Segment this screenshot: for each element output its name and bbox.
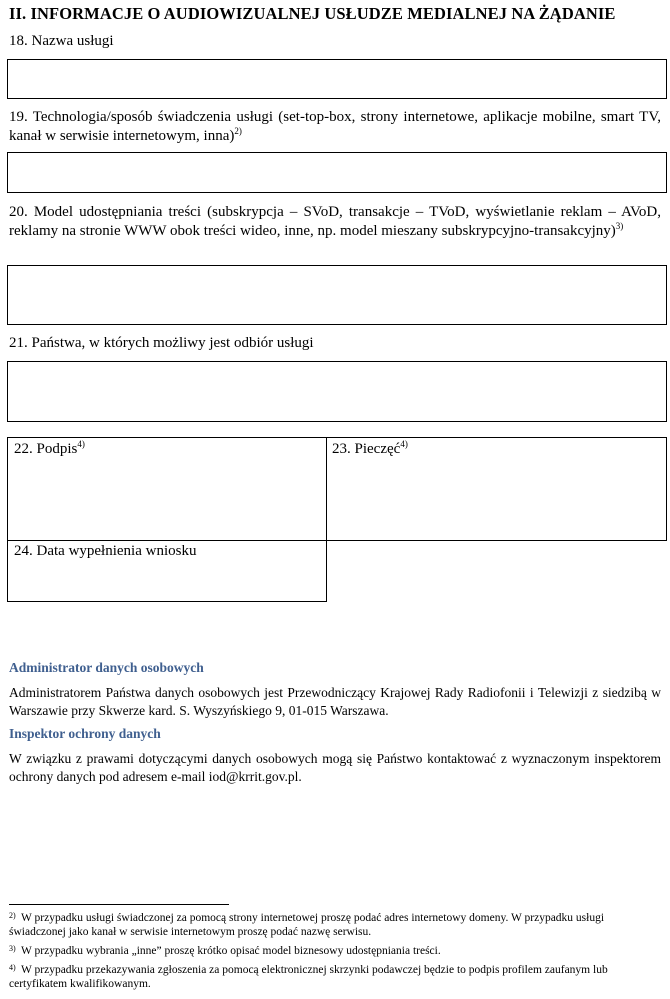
- field-21-input[interactable]: [7, 361, 667, 422]
- field-19-input[interactable]: [7, 152, 667, 193]
- date-label: 24. Data wypełnienia wniosku: [14, 543, 197, 559]
- footnote-ref-3: 3): [615, 221, 624, 231]
- section-title: II. INFORMACJE O AUDIOWIZUALNEJ USŁUDZE MEDIALNEJ NA ŻĄDANIE: [9, 4, 616, 23]
- footnote-2: 2) W przypadku usługi świadczonej za pomocą strony internetowej proszę podać adres internetowy domeny. W przypadku usługi świadczonej jako kanał w serwisie internetowym proszę podać nazwę serwisu.: [9, 911, 605, 938]
- field-21-label: 21. Państwa, w których możliwy jest odbiór usługi: [9, 335, 314, 351]
- field-18-input[interactable]: [7, 59, 667, 99]
- admin-text: Administratorem Państwa danych osobowych jest Przewodniczący Krajowej Rady Radiofonii i Telewizji z siedzibą w Warszawie przy Skwerze kard. S. Wyszyńskiego 9, 01-015 Warszawa.: [9, 685, 661, 718]
- field-20-label: 20. Model udostępniania treści (subskrypcja – SVoD, transakcje – TVoD, wyświetlanie reklam – AVoD, reklamy na stronie WWW obok treści wideo, inne, np. model mieszany subskrypcyjno-transakcyjny)$^{3)}$: [9, 204, 661, 239]
- pieczec-label: 23. Pieczęć$^{4)}$: [332, 439, 408, 457]
- footnote-ref-2: 2): [234, 126, 242, 136]
- inspector-heading: Inspektor ochrony danych: [9, 726, 161, 741]
- inspector-text: W związku z prawami dotyczącymi danych osobowych mogą się Państwo kontaktować z wyznaczonym inspektorem ochrony danych pod adresem e-mail iod@krrit.gov.pl.: [9, 751, 661, 784]
- footnote-4: 4) W przypadku przekazywania zgłoszenia za pomocą elektronicznej skrzynki podawczej będzie to podpis profilem zaufanym lub certyfikatem kwalifikowanym.: [9, 963, 608, 990]
- podpis-label: 22. Podpis$^{4)}$: [14, 439, 85, 457]
- field-18-label: 18. Nazwa usługi: [9, 33, 114, 49]
- footnote-3: 3) W przypadku wybrania „inne” proszę krótko opisać model biznesowy udostępniania treści.: [9, 944, 441, 957]
- footnote-divider: [9, 904, 229, 905]
- field-19-label: 19. Technologia/sposób świadczenia usługi (set-top-box, strony internetowe, aplikacje mobilne, smart TV, kanał w serwisie internetowym, inna)$^{2)}$: [9, 109, 661, 144]
- admin-heading: Administrator danych osobowych: [9, 660, 204, 675]
- field-20-input[interactable]: [7, 265, 667, 325]
